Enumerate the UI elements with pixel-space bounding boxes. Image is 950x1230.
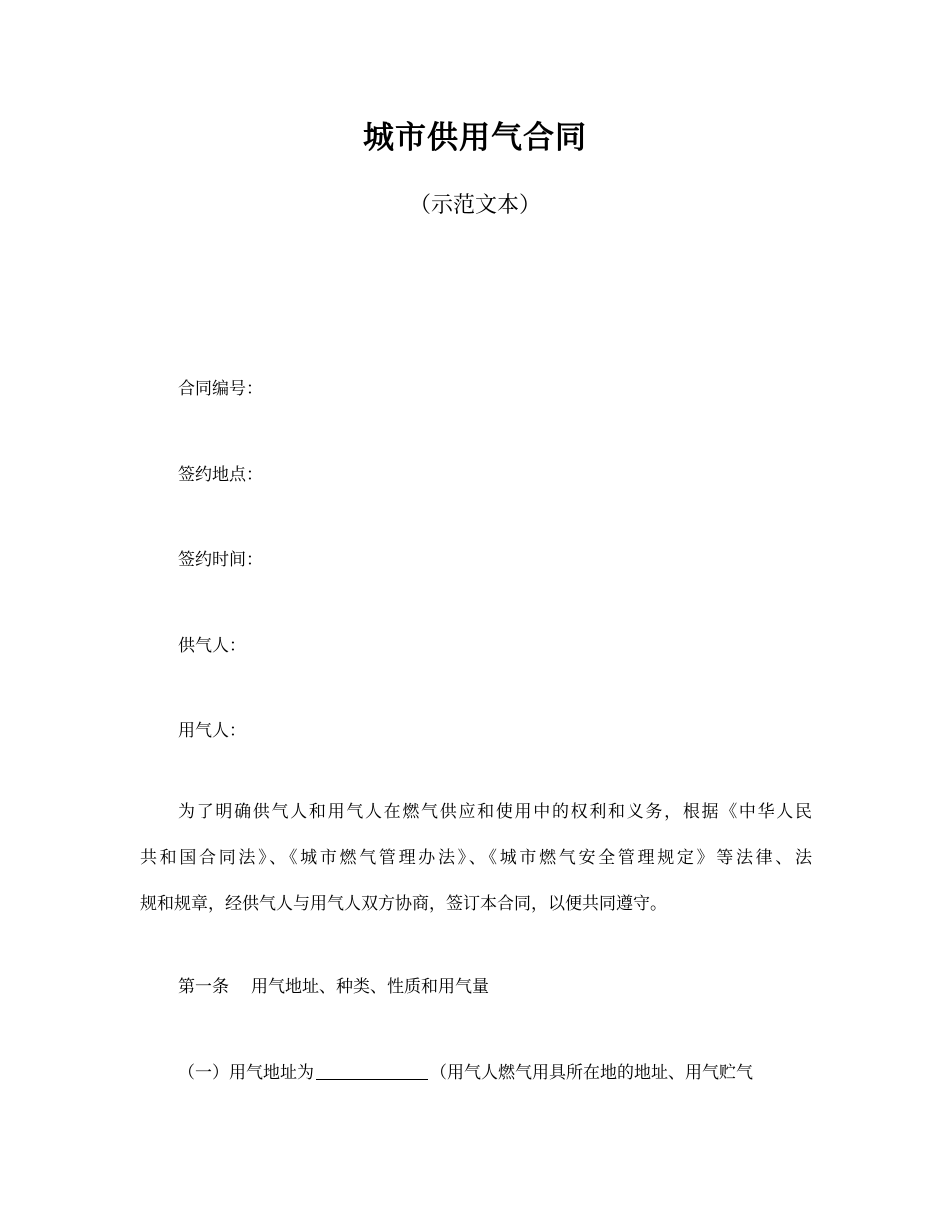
- preamble-paragraph: [140, 789, 812, 927]
- address-blank-field[interactable]: [316, 1062, 428, 1080]
- preamble-line: 规和规章，经供气人与用气人双方协商，签订本合同，以便共同遵守。: [140, 894, 667, 914]
- signing-place-label: 签约地点：: [178, 465, 263, 485]
- preamble-line: 为了明确供气人和用气人在燃气供应和使用中的权利和义务，根据《中华人民: [178, 802, 812, 822]
- article-title: 用气地址、种类、性质和用气量: [251, 977, 489, 997]
- preamble-line: 共和国合同法》、《城市燃气管理办法》、《城市燃气安全管理规定》等法律、法: [140, 848, 812, 868]
- supplier-label: 供气人：: [178, 636, 246, 656]
- clause-text-before: （一）用气地址为: [178, 1063, 314, 1083]
- signing-time-label: 签约时间：: [178, 550, 263, 570]
- document-subtitle: （示范文本）: [408, 193, 541, 218]
- document-title: 城市供用气合同: [363, 120, 587, 156]
- article-number: 第一条: [178, 977, 229, 997]
- contract-number-label: 合同编号：: [178, 379, 263, 399]
- article-1-heading: [178, 972, 489, 997]
- clause-1: [178, 1058, 753, 1083]
- user-label: 用气人：: [178, 721, 246, 741]
- clause-text-after: （用气人燃气用具所在地的地址、用气贮气: [430, 1063, 753, 1083]
